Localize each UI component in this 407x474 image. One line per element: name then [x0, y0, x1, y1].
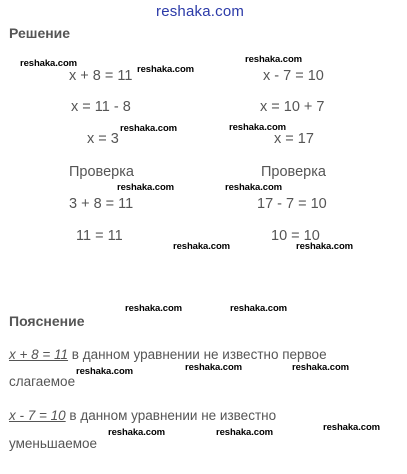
watermark: reshaka.com — [120, 123, 177, 134]
left-equation: x + 8 = 11 — [69, 68, 133, 84]
left-step-2: x = 3 — [87, 131, 119, 147]
watermark: reshaka.com — [173, 241, 230, 252]
explanation-paragraph-1-line-2: слагаемое — [9, 374, 76, 389]
watermark: reshaka.com — [296, 241, 353, 252]
explanation-2-equation: x - 7 = 10 — [9, 408, 66, 423]
explanation-1-equation: x + 8 = 11 — [9, 347, 69, 362]
watermark: reshaka.com — [185, 362, 242, 373]
right-check-1: 17 - 7 = 10 — [257, 196, 327, 212]
explanation-1-text: в данном уравнении не известно первое — [68, 347, 327, 362]
watermark: reshaka.com — [76, 366, 133, 377]
watermark: reshaka.com — [108, 427, 165, 438]
explanation-paragraph-2-line-2: уменьшаемое — [9, 436, 98, 451]
watermark: reshaka.com — [20, 58, 77, 69]
left-check-2: 11 = 11 — [76, 228, 123, 244]
right-step-2: x = 17 — [274, 131, 314, 147]
watermark: reshaka.com — [230, 303, 287, 314]
watermark: reshaka.com — [137, 64, 194, 75]
explanation-heading: Пояснение — [9, 313, 85, 329]
watermark: reshaka.com — [245, 54, 302, 65]
watermark: reshaka.com — [225, 182, 282, 193]
site-logo: reshaka.com — [156, 3, 245, 20]
explanation-paragraph-2 — [9, 408, 276, 423]
left-check-label: Проверка — [69, 164, 134, 180]
explanation-2-text: в данном уравнении не известно — [65, 408, 277, 423]
solution-heading: Решение — [9, 25, 71, 41]
watermark: reshaka.com — [229, 122, 286, 133]
watermark: reshaka.com — [323, 422, 380, 433]
right-equation: x - 7 = 10 — [263, 68, 324, 84]
right-step-1: x = 10 + 7 — [260, 99, 325, 115]
explanation-paragraph-1 — [9, 347, 327, 362]
right-check-label: Проверка — [261, 164, 326, 180]
watermark: reshaka.com — [125, 303, 182, 314]
watermark: reshaka.com — [216, 427, 273, 438]
watermark: reshaka.com — [117, 182, 174, 193]
left-step-1: x = 11 - 8 — [71, 99, 131, 115]
right-check-2: 10 = 10 — [271, 228, 320, 244]
watermark: reshaka.com — [292, 362, 349, 373]
left-check-1: 3 + 8 = 11 — [69, 196, 134, 212]
